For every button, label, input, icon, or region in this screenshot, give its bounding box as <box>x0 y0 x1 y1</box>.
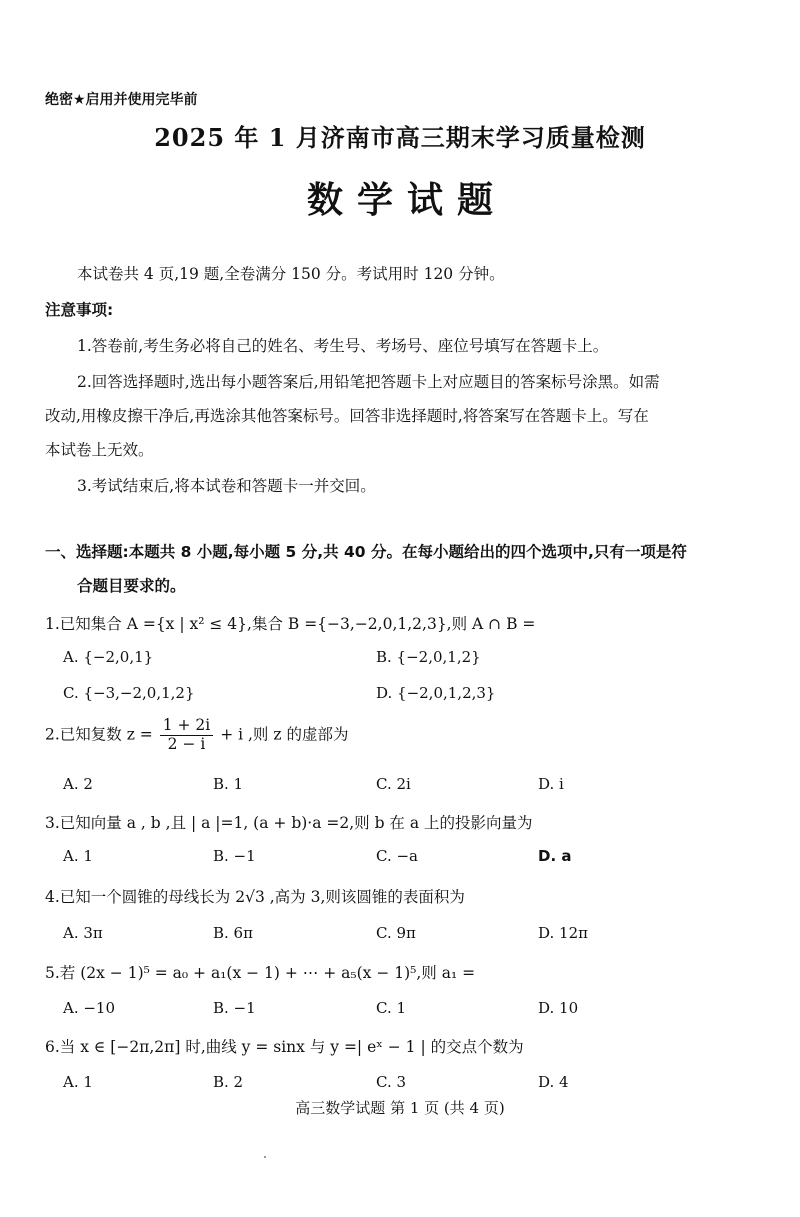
question-3-option-b: B. −1 <box>213 847 256 865</box>
question-2-option-d: D. i <box>538 775 564 793</box>
question-2-stem <box>45 717 348 754</box>
question-1-stem: 1.已知集合 A ={x | x² ≤ 4},集合 B ={−3,−2,0,1,2,3},则 A ∩ B = <box>45 615 536 633</box>
question-5-option-c: C. 1 <box>376 999 407 1017</box>
intro-text: 本试卷共 4 页,19 题,全卷满分 150 分。考试用时 120 分钟。 <box>77 265 505 283</box>
question-6-stem: 6.当 x ∈ [−2π,2π] 时,曲线 y = sinx 与 y =| eˣ − 1 | 的交点个数为 <box>45 1038 524 1056</box>
section-heading-line-2: 合题目要求的。 <box>77 577 186 595</box>
question-3-stem: 3.已知向量 a , b ,且 | a |=1, (a + b)·a =2,则 b 在 a 上的投影向量为 <box>45 814 533 832</box>
notice-heading: 注意事项: <box>45 301 114 319</box>
question-6-option-c: C. 3 <box>376 1073 407 1091</box>
question-1-option-c: C. {−3,−2,0,1,2} <box>63 684 195 702</box>
section-heading-line-1: 一、选择题:本题共 8 小题,每小题 5 分,共 40 分。在每小题给出的四个选项中,只有一项是符 <box>45 543 687 561</box>
question-2-denominator: 2 − i <box>167 734 206 753</box>
question-1-option-b: B. {−2,0,1,2} <box>376 648 481 666</box>
exam-title: 2025 年 1 月济南市高三期末学习质量检测 <box>154 123 646 152</box>
question-2-prefix: 2.已知复数 z = <box>45 725 153 744</box>
notice-item-1: 1.答卷前,考生务必将自己的姓名、考生号、考场号、座位号填写在答题卡上。 <box>77 337 609 355</box>
question-6-option-d: D. 4 <box>538 1073 569 1091</box>
notice-item-2-line-2: 改动,用橡皮擦干净后,再选涂其他答案标号。回答非选择题时,将答案写在答题卡上。写在 <box>45 407 649 425</box>
question-2-suffix: + i ,则 z 的虚部为 <box>220 725 349 744</box>
page-footer: 高三数学试题 第 1 页 (共 4 页) <box>295 1099 505 1117</box>
scan-speck <box>264 1156 266 1158</box>
question-6-option-a: A. 1 <box>63 1073 93 1091</box>
question-2-option-a: A. 2 <box>63 775 93 793</box>
confidential-notice: 绝密★启用并使用完毕前 <box>45 92 198 108</box>
question-4-option-d: D. 12π <box>538 924 588 942</box>
question-2-fraction <box>160 717 214 754</box>
notice-item-2-line-3: 本试卷上无效。 <box>45 441 154 459</box>
question-4-option-a: A. 3π <box>63 924 103 942</box>
subject-title: 数学试题 <box>306 179 507 221</box>
question-2-option-c: C. 2i <box>376 775 411 793</box>
question-2-option-b: B. 1 <box>213 775 244 793</box>
question-5-option-b: B. −1 <box>213 999 256 1017</box>
notice-item-3: 3.考试结束后,将本试卷和答题卡一并交回。 <box>77 477 376 495</box>
question-2-numerator: 1 + 2i <box>160 717 214 736</box>
question-4-option-b: B. 6π <box>213 924 253 942</box>
notice-item-2-line-1: 2.回答选择题时,选出每小题答案后,用铅笔把答题卡上对应题目的答案标号涂黑。如需 <box>77 373 660 391</box>
question-5-stem: 5.若 (2x − 1)⁵ = a₀ + a₁(x − 1) + ⋯ + a₅(x − 1)⁵,则 a₁ = <box>45 964 476 982</box>
question-3-option-c: C. −a <box>376 847 418 865</box>
question-3-option-d: D. a <box>538 847 572 865</box>
question-1-option-d: D. {−2,0,1,2,3} <box>376 684 496 702</box>
question-5-option-a: A. −10 <box>63 999 116 1017</box>
question-4-stem: 4.已知一个圆锥的母线长为 2√3 ,高为 3,则该圆锥的表面积为 <box>45 888 465 906</box>
question-3-option-a: A. 1 <box>63 847 93 865</box>
question-1-option-a: A. {−2,0,1} <box>63 648 154 666</box>
question-4-option-c: C. 9π <box>376 924 416 942</box>
question-6-option-b: B. 2 <box>213 1073 244 1091</box>
question-5-option-d: D. 10 <box>538 999 579 1017</box>
